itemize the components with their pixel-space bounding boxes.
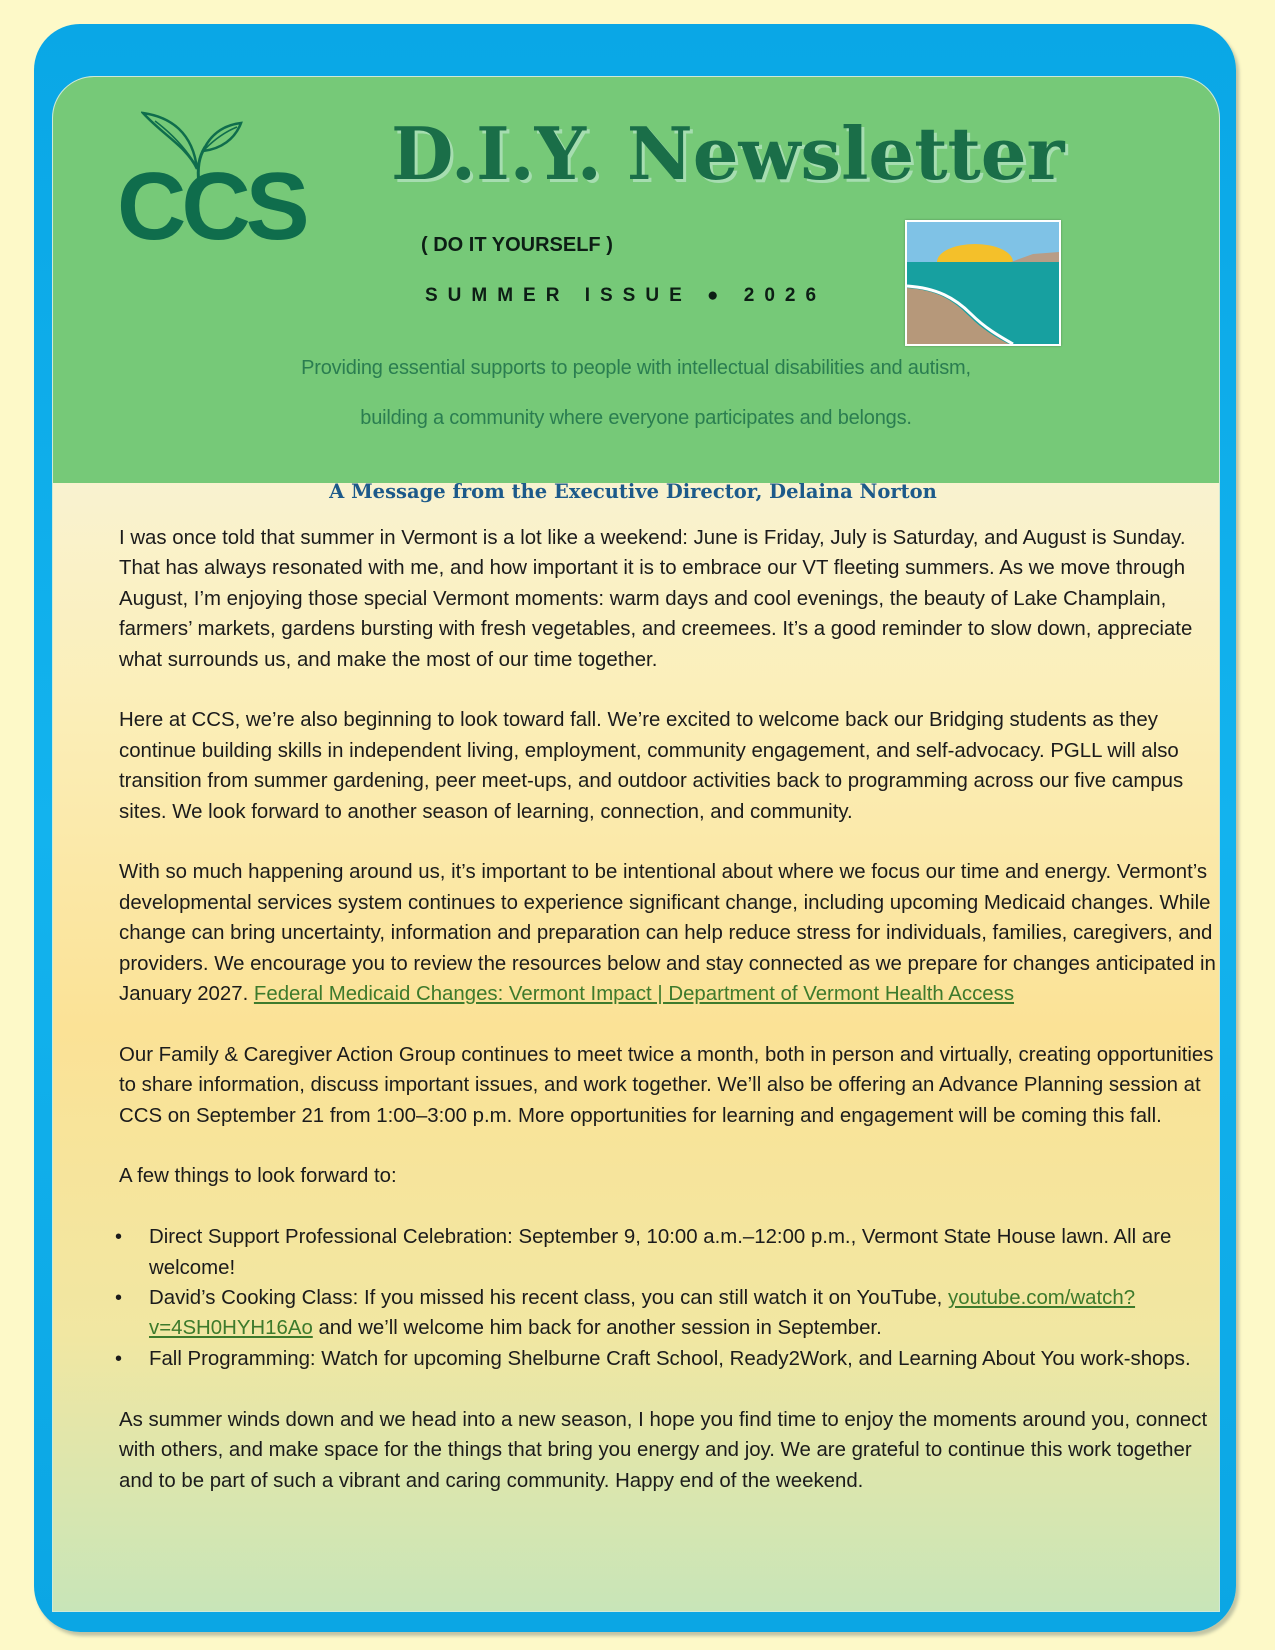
bullet-2-text-post: and we’ll welcome him back for another session in September. [312, 1317, 882, 1340]
list-lead: A few things to look forward to: [119, 1165, 397, 1188]
paragraph-2: Here at CCS, we’re also beginning to look toward fall. We’re excited to welcome back our Bridging students as they continue building skills in independent living, employment, community engagement, and self-advocacy. PGLL will also transition from summer gardening, peer meet-ups, and outdoor activities back to programming across our five campus sites. We look forward to another season of learning, connection, and community. [119, 709, 1184, 823]
bullet-marker: • [115, 1226, 123, 1249]
list-item [115, 1222, 1220, 1283]
tagline-line-1: Providing essential supports to people with intellectual disabilities and autism, [301, 357, 971, 379]
bullet-marker: • [115, 1347, 123, 1370]
message-heading: A Message from the Executive Director, Delaina Norton [329, 480, 937, 503]
logo-text: CCS [117, 153, 305, 260]
bullet-2-text-pre: David’s Cooking Class: If you missed his recent class, you can still watch it on YouTube, [149, 1287, 949, 1310]
newsletter-page [52, 76, 1220, 1612]
paragraph-3-text: With so much happening around us, it’s important to be intentional about where we focus our time and energy. Vermont’s developmental services system continues to experience significant change, including upcoming Medicaid changes. While change can bring uncertainty, information and preparation can help reduce stress for individuals, families, caregivers, and providers. We encourage you to review the resources below and stay connected as we prepare for changes anticipated in January 2027. [119, 861, 1216, 1006]
issue-separator: ● [707, 285, 729, 306]
tagline-line-2: building a community where everyone participates and belongs. [360, 407, 912, 429]
list-item [115, 1344, 1220, 1374]
youtube-link[interactable]: youtube.com/watch?v=4SH0HYH16Ao [149, 1287, 1136, 1340]
paragraph-1: I was once told that summer in Vermont is a lot like a weekend: June is Friday, July is Saturday, and August is Sunday. That has always resonated with me, and how important it is to embrace our VT fleeting summers. As we move through August, I’m enjoying those special Vermont moments: warm days and cool evenings, the beauty of Lake Champlain, farmers’ markets, gardens bursting with fresh vegetables, and creemees. It’s a good reminder to slow down, appreciate what surrounds us, and make the most of our time together. [119, 527, 1193, 671]
ccs-logo [115, 107, 305, 267]
newsletter-header [53, 77, 1219, 483]
sunset-shore-illustration [905, 220, 1061, 346]
issue-line [425, 285, 826, 307]
newsletter-title: D.I.Y. Newsletter [391, 111, 1065, 196]
newsletter-subtitle: ( DO IT YOURSELF ) [421, 234, 613, 256]
issue-year: 2026 [743, 285, 827, 306]
paragraph-3 [119, 857, 1220, 1009]
issue-label: SUMMER ISSUE [425, 285, 692, 306]
bullet-marker: • [115, 1287, 123, 1310]
list-item [115, 1283, 1220, 1344]
bullet-3-text: Fall Programming: Watch for upcoming Shelburne Craft School, Ready2Work, and Learning About You work-shops. [149, 1347, 1191, 1370]
closing-paragraph: As summer winds down and we head into a new season, I hope you find time to enjoy the moments around you, connect with others, and make space for the things that bring you energy and joy. We are grateful to continue this work together and to be part of such a vibrant and caring community. Happy end of the weekend. [119, 1408, 1208, 1492]
message-body [115, 523, 1220, 1526]
bullet-1-text: Direct Support Professional Celebration: September 9, 10:00 a.m.–12:00 p.m., Vermont State House lawn. All are welcome! [149, 1226, 1172, 1279]
upcoming-events-list [115, 1222, 1220, 1374]
medicaid-changes-link[interactable]: Federal Medicaid Changes: Vermont Impact | Department of Vermont Health Access [253, 983, 1015, 1006]
paragraph-4: Our Family & Caregiver Action Group continues to meet twice a month, both in person and virtually, creating opportunities to share information, discuss important issues, and work together. We’ll also be offering an Advance Planning session at CCS on September 21 from 1:00–3:00 p.m. More opportunities for learning and engagement will be coming this fall. [119, 1043, 1214, 1127]
